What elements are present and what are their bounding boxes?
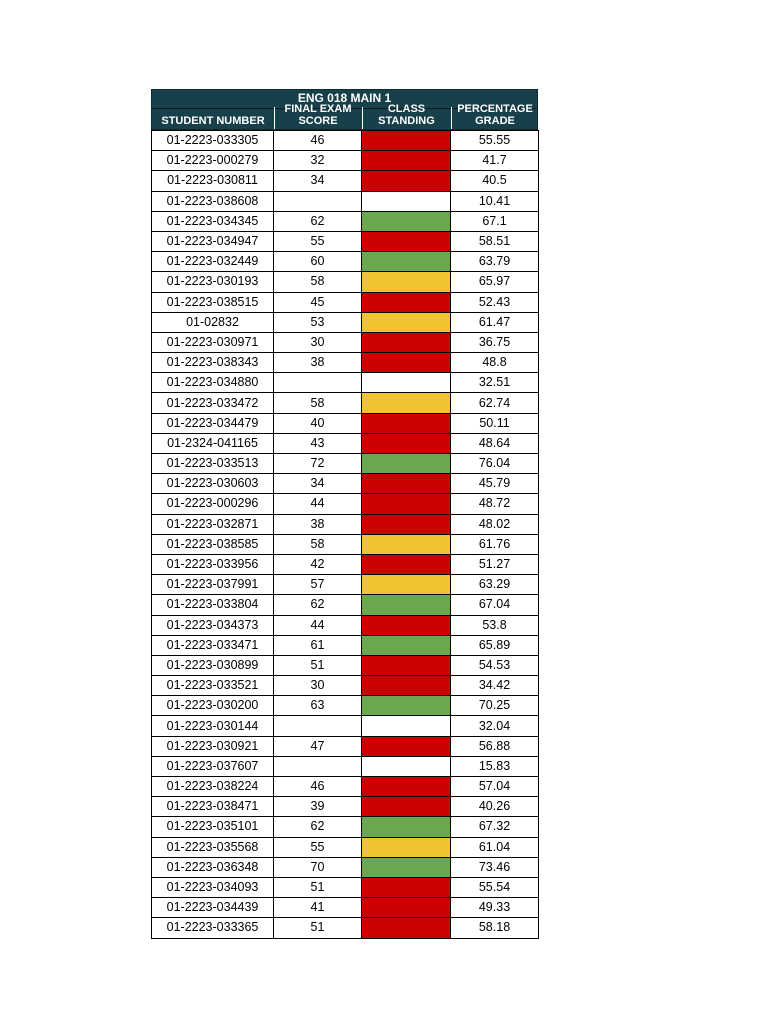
table-row <box>152 494 539 514</box>
class-standing-cell[interactable] <box>362 413 451 433</box>
percentage-grade-cell[interactable]: 50.11 <box>451 413 539 433</box>
percentage-grade-cell[interactable]: 61.04 <box>451 837 539 857</box>
final-exam-score-cell[interactable]: 72 <box>274 454 362 474</box>
student-number-cell[interactable]: 01-2223-033513 <box>152 454 274 474</box>
student-number-cell[interactable]: 01-2223-034479 <box>152 413 274 433</box>
student-number-cell[interactable]: 01-2223-034439 <box>152 898 274 918</box>
percentage-grade-cell[interactable]: 62.74 <box>451 393 539 413</box>
table-row <box>152 635 539 655</box>
percentage-grade-cell[interactable]: 36.75 <box>451 332 539 352</box>
percentage-grade-cell[interactable]: 61.76 <box>451 534 539 554</box>
table-row <box>152 736 539 756</box>
final-exam-score-cell[interactable]: 60 <box>274 252 362 272</box>
percentage-grade-cell[interactable]: 45.79 <box>451 474 539 494</box>
table-row <box>152 595 539 615</box>
final-exam-score-cell[interactable]: 30 <box>274 332 362 352</box>
final-exam-score-cell[interactable]: 39 <box>274 797 362 817</box>
student-number-cell[interactable]: 01-2223-034880 <box>152 373 274 393</box>
class-standing-cell[interactable] <box>362 353 451 373</box>
student-number-cell[interactable]: 01-2223-036348 <box>152 857 274 877</box>
table-row <box>152 797 539 817</box>
final-exam-score-cell[interactable]: 63 <box>274 696 362 716</box>
percentage-grade-cell[interactable]: 61.47 <box>451 312 539 332</box>
class-standing-cell[interactable] <box>362 554 451 574</box>
student-number-cell[interactable]: 01-2223-000296 <box>152 494 274 514</box>
student-number-cell[interactable]: 01-2223-000279 <box>152 151 274 171</box>
class-standing-cell[interactable] <box>362 231 451 251</box>
class-standing-cell[interactable] <box>362 716 451 736</box>
percentage-grade-cell[interactable]: 58.18 <box>451 918 539 938</box>
final-exam-score-cell[interactable] <box>274 191 362 211</box>
percentage-grade-cell[interactable]: 41.7 <box>451 151 539 171</box>
student-number-cell[interactable]: 01-2223-033472 <box>152 393 274 413</box>
class-standing-cell[interactable] <box>362 575 451 595</box>
header-class-standing-line2: STANDING <box>378 115 435 127</box>
grades-table-body <box>152 131 539 939</box>
class-standing-cell[interactable] <box>362 171 451 191</box>
table-row <box>152 676 539 696</box>
final-exam-score-cell[interactable]: 62 <box>274 595 362 615</box>
class-standing-cell[interactable] <box>362 373 451 393</box>
class-standing-cell[interactable] <box>362 454 451 474</box>
grade-sheet <box>151 89 538 939</box>
class-standing-cell[interactable] <box>362 312 451 332</box>
student-number-cell[interactable]: 01-2223-030921 <box>152 736 274 756</box>
class-standing-cell[interactable] <box>362 131 451 151</box>
student-number-cell[interactable]: 01-2223-038471 <box>152 797 274 817</box>
table-row <box>152 554 539 574</box>
student-number-cell[interactable]: 01-2223-038343 <box>152 353 274 373</box>
final-exam-score-cell[interactable]: 38 <box>274 514 362 534</box>
percentage-grade-cell[interactable]: 67.32 <box>451 817 539 837</box>
table-header <box>151 89 538 130</box>
percentage-grade-cell[interactable]: 49.33 <box>451 898 539 918</box>
class-standing-cell[interactable] <box>362 433 451 453</box>
final-exam-score-cell[interactable]: 44 <box>274 615 362 635</box>
student-number-cell[interactable]: 01-2223-033305 <box>152 131 274 151</box>
percentage-grade-cell[interactable]: 54.53 <box>451 655 539 675</box>
student-number-cell[interactable]: 01-2223-033956 <box>152 554 274 574</box>
class-standing-cell[interactable] <box>362 777 451 797</box>
table-row <box>152 716 539 736</box>
table-row <box>152 837 539 857</box>
header-student-number-line2: STUDENT NUMBER <box>161 115 265 127</box>
class-standing-cell[interactable] <box>362 191 451 211</box>
percentage-grade-cell[interactable]: 73.46 <box>451 857 539 877</box>
header-class-standing-line1: CLASS <box>387 103 426 115</box>
student-number-cell[interactable]: 01-2223-034345 <box>152 211 274 231</box>
student-number-cell[interactable]: 01-2223-030603 <box>152 474 274 494</box>
grades-table <box>151 130 539 939</box>
final-exam-score-cell[interactable]: 61 <box>274 635 362 655</box>
student-number-cell[interactable]: 01-2223-032871 <box>152 514 274 534</box>
table-row <box>152 454 539 474</box>
final-exam-score-cell[interactable]: 55 <box>274 231 362 251</box>
final-exam-score-cell[interactable]: 62 <box>274 817 362 837</box>
table-row <box>152 817 539 837</box>
class-standing-cell[interactable] <box>362 635 451 655</box>
percentage-grade-cell[interactable]: 32.04 <box>451 716 539 736</box>
header-percentage-line1: PERCENTAGE <box>457 103 533 115</box>
table-row <box>152 898 539 918</box>
final-exam-score-cell[interactable]: 51 <box>274 877 362 897</box>
class-standing-cell[interactable] <box>362 151 451 171</box>
class-standing-cell[interactable] <box>362 292 451 312</box>
table-row <box>152 292 539 312</box>
table-row <box>152 615 539 635</box>
percentage-grade-cell[interactable]: 48.8 <box>451 353 539 373</box>
table-row <box>152 696 539 716</box>
table-row <box>152 433 539 453</box>
table-row <box>152 312 539 332</box>
percentage-grade-cell[interactable]: 55.54 <box>451 877 539 897</box>
student-number-cell[interactable]: 01-2223-032449 <box>152 252 274 272</box>
student-number-cell[interactable]: 01-2223-030193 <box>152 272 274 292</box>
class-standing-cell[interactable] <box>362 615 451 635</box>
student-number-cell[interactable]: 01-2223-035568 <box>152 837 274 857</box>
final-exam-score-cell[interactable] <box>274 373 362 393</box>
table-row <box>152 211 539 231</box>
percentage-grade-cell[interactable]: 56.88 <box>451 736 539 756</box>
table-row <box>152 332 539 352</box>
class-standing-cell[interactable] <box>362 534 451 554</box>
student-number-cell[interactable]: 01-2223-033521 <box>152 676 274 696</box>
percentage-grade-cell[interactable]: 70.25 <box>451 696 539 716</box>
percentage-grade-cell[interactable]: 53.8 <box>451 615 539 635</box>
percentage-grade-cell[interactable]: 63.29 <box>451 575 539 595</box>
class-standing-cell[interactable] <box>362 756 451 776</box>
student-number-cell[interactable]: 01-2223-038585 <box>152 534 274 554</box>
class-standing-cell[interactable] <box>362 877 451 897</box>
percentage-grade-cell[interactable]: 40.26 <box>451 797 539 817</box>
percentage-grade-cell[interactable]: 48.64 <box>451 433 539 453</box>
student-number-cell[interactable]: 01-2223-030200 <box>152 696 274 716</box>
table-row <box>152 877 539 897</box>
student-number-cell[interactable]: 01-2223-034947 <box>152 231 274 251</box>
student-number-cell[interactable]: 01-2223-038608 <box>152 191 274 211</box>
table-row <box>152 272 539 292</box>
class-standing-cell[interactable] <box>362 655 451 675</box>
final-exam-score-cell[interactable] <box>274 756 362 776</box>
class-standing-cell[interactable] <box>362 797 451 817</box>
percentage-grade-cell[interactable]: 57.04 <box>451 777 539 797</box>
final-exam-score-cell[interactable]: 44 <box>274 494 362 514</box>
student-number-cell[interactable]: 01-2223-037607 <box>152 756 274 776</box>
final-exam-score-cell[interactable]: 70 <box>274 857 362 877</box>
final-exam-score-cell[interactable]: 46 <box>274 777 362 797</box>
header-final-exam-score <box>274 103 362 127</box>
table-row <box>152 514 539 534</box>
final-exam-score-cell[interactable]: 58 <box>274 393 362 413</box>
student-number-cell[interactable]: 01-2223-038224 <box>152 777 274 797</box>
percentage-grade-cell[interactable]: 40.5 <box>451 171 539 191</box>
student-number-cell[interactable]: 01-2324-041165 <box>152 433 274 453</box>
class-standing-cell[interactable] <box>362 918 451 938</box>
percentage-grade-cell[interactable]: 58.51 <box>451 231 539 251</box>
header-final-exam-line2: SCORE <box>298 115 338 127</box>
student-number-cell[interactable]: 01-2223-030899 <box>152 655 274 675</box>
final-exam-score-cell[interactable]: 58 <box>274 534 362 554</box>
final-exam-score-cell[interactable]: 34 <box>274 171 362 191</box>
percentage-grade-cell[interactable]: 32.51 <box>451 373 539 393</box>
class-standing-cell[interactable] <box>362 595 451 615</box>
class-standing-cell[interactable] <box>362 898 451 918</box>
student-number-cell[interactable]: 01-2223-034373 <box>152 615 274 635</box>
percentage-grade-cell[interactable]: 52.43 <box>451 292 539 312</box>
class-standing-cell[interactable] <box>362 211 451 231</box>
student-number-cell[interactable]: 01-2223-034093 <box>152 877 274 897</box>
student-number-cell[interactable]: 01-2223-033365 <box>152 918 274 938</box>
table-row <box>152 777 539 797</box>
percentage-grade-cell[interactable]: 67.1 <box>451 211 539 231</box>
percentage-grade-cell[interactable]: 10.41 <box>451 191 539 211</box>
table-row <box>152 756 539 776</box>
table-row <box>152 171 539 191</box>
percentage-grade-cell[interactable]: 55.55 <box>451 131 539 151</box>
class-standing-cell[interactable] <box>362 736 451 756</box>
header-student-number <box>152 115 274 127</box>
table-row <box>152 413 539 433</box>
percentage-grade-cell[interactable]: 63.79 <box>451 252 539 272</box>
class-standing-cell[interactable] <box>362 817 451 837</box>
class-standing-cell[interactable] <box>362 474 451 494</box>
final-exam-score-cell[interactable] <box>274 716 362 736</box>
table-row <box>152 393 539 413</box>
class-standing-cell[interactable] <box>362 837 451 857</box>
percentage-grade-cell[interactable]: 48.72 <box>451 494 539 514</box>
student-number-cell[interactable]: 01-2223-037991 <box>152 575 274 595</box>
table-row <box>152 575 539 595</box>
student-number-cell[interactable]: 01-02832 <box>152 312 274 332</box>
final-exam-score-cell[interactable]: 58 <box>274 272 362 292</box>
table-row <box>152 918 539 938</box>
header-percentage-grade <box>451 103 539 127</box>
final-exam-score-cell[interactable]: 47 <box>274 736 362 756</box>
student-number-cell[interactable]: 01-2223-033804 <box>152 595 274 615</box>
table-row <box>152 373 539 393</box>
final-exam-score-cell[interactable]: 57 <box>274 575 362 595</box>
table-row <box>152 857 539 877</box>
final-exam-score-cell[interactable]: 51 <box>274 655 362 675</box>
percentage-grade-cell[interactable]: 34.42 <box>451 676 539 696</box>
final-exam-score-cell[interactable]: 41 <box>274 898 362 918</box>
student-number-cell[interactable]: 01-2223-030811 <box>152 171 274 191</box>
class-standing-cell[interactable] <box>362 676 451 696</box>
final-exam-score-cell[interactable]: 51 <box>274 918 362 938</box>
header-class-standing <box>362 103 451 127</box>
final-exam-score-cell[interactable]: 34 <box>274 474 362 494</box>
percentage-grade-cell[interactable]: 48.02 <box>451 514 539 534</box>
class-standing-cell[interactable] <box>362 252 451 272</box>
class-standing-cell[interactable] <box>362 494 451 514</box>
table-row <box>152 191 539 211</box>
table-row <box>152 534 539 554</box>
table-row <box>152 474 539 494</box>
final-exam-score-cell[interactable]: 55 <box>274 837 362 857</box>
class-standing-cell[interactable] <box>362 514 451 534</box>
student-number-cell[interactable]: 01-2223-038515 <box>152 292 274 312</box>
percentage-grade-cell[interactable]: 76.04 <box>451 454 539 474</box>
final-exam-score-cell[interactable]: 43 <box>274 433 362 453</box>
percentage-grade-cell[interactable]: 65.97 <box>451 272 539 292</box>
final-exam-score-cell[interactable]: 42 <box>274 554 362 574</box>
final-exam-score-cell[interactable]: 40 <box>274 413 362 433</box>
final-exam-score-cell[interactable]: 53 <box>274 312 362 332</box>
student-number-cell[interactable]: 01-2223-030144 <box>152 716 274 736</box>
table-row <box>152 252 539 272</box>
percentage-grade-cell[interactable]: 67.04 <box>451 595 539 615</box>
class-standing-cell[interactable] <box>362 272 451 292</box>
percentage-grade-cell[interactable]: 15.83 <box>451 756 539 776</box>
sheet-title: ENG 018 MAIN 1 <box>297 91 392 105</box>
student-number-cell[interactable]: 01-2223-035101 <box>152 817 274 837</box>
final-exam-score-cell[interactable]: 38 <box>274 353 362 373</box>
table-row <box>152 655 539 675</box>
class-standing-cell[interactable] <box>362 332 451 352</box>
final-exam-score-cell[interactable]: 46 <box>274 131 362 151</box>
percentage-grade-cell[interactable]: 51.27 <box>451 554 539 574</box>
student-number-cell[interactable]: 01-2223-030971 <box>152 332 274 352</box>
final-exam-score-cell[interactable]: 32 <box>274 151 362 171</box>
percentage-grade-cell[interactable]: 65.89 <box>451 635 539 655</box>
final-exam-score-cell[interactable]: 45 <box>274 292 362 312</box>
header-final-exam-line1: FINAL EXAM <box>284 103 352 115</box>
class-standing-cell[interactable] <box>362 857 451 877</box>
class-standing-cell[interactable] <box>362 696 451 716</box>
student-number-cell[interactable]: 01-2223-033471 <box>152 635 274 655</box>
table-row <box>152 353 539 373</box>
final-exam-score-cell[interactable]: 30 <box>274 676 362 696</box>
table-row <box>152 231 539 251</box>
final-exam-score-cell[interactable]: 62 <box>274 211 362 231</box>
table-row <box>152 131 539 151</box>
header-percentage-line2: GRADE <box>475 115 515 127</box>
class-standing-cell[interactable] <box>362 393 451 413</box>
table-row <box>152 151 539 171</box>
